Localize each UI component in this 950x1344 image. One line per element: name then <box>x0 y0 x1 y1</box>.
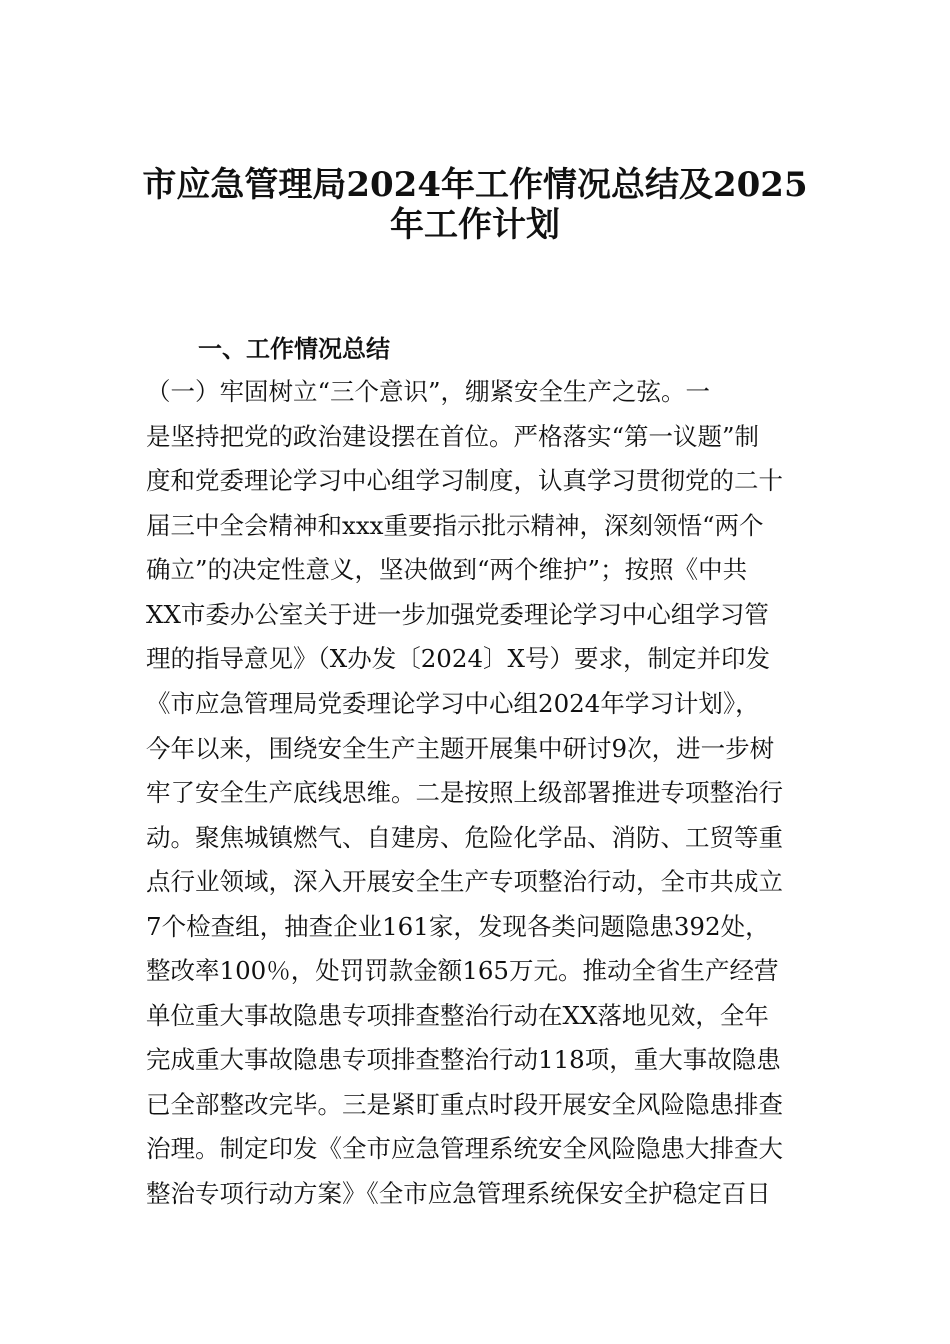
body-line: 治理。制定印发《全市应急管理系统安全风险隐患大排查大 <box>146 1134 783 1163</box>
body-line: 7个检查组，抽查企业161家，发现各类问题隐患392处， <box>146 912 770 941</box>
document-title-line-2: 年工作计划 <box>390 205 560 245</box>
body-line: 今年以来，围绕安全生产主题开展集中研讨9次，进一步树 <box>146 734 775 763</box>
body-line: 动。聚焦城镇燃气、自建房、危险化学品、消防、工贸等重 <box>146 823 783 852</box>
body-line: 已全部整改完毕。三是紧盯重点时段开展安全风险隐患排查 <box>146 1090 783 1119</box>
body-line: 点行业领域，深入开展安全生产专项整治行动，全市共成立 <box>146 867 783 896</box>
body-line: 完成重大事故隐患专项排查整治行动118项，重大事故隐患 <box>146 1045 781 1074</box>
body-line: 整治专项行动方案》《全市应急管理系统保安全护稳定百日 <box>146 1179 771 1208</box>
body-line: 是坚持把党的政治建设摆在首位。严格落实“第一议题”制 <box>146 422 760 451</box>
body-line: （一）牢固树立“三个意识”，绷紧安全生产之弦。一 <box>146 377 711 406</box>
body-line: 确立”的决定性意义，坚决做到“两个维护”；按照《中共 <box>146 555 748 584</box>
section-heading: 一、工作情况总结 <box>198 335 390 363</box>
body-line: 单位重大事故隐患专项排查整治行动在XX落地见效，全年 <box>146 1001 769 1030</box>
body-line: XX市委办公室关于进一步加强党委理论学习中心组学习管 <box>146 600 769 629</box>
document-title-line-1: 市应急管理局2024年工作情况总结及2025 <box>142 165 808 205</box>
body-line: 度和党委理论学习中心组学习制度，认真学习贯彻党的二十 <box>146 466 783 495</box>
body-line: 牢了安全生产底线思维。二是按照上级部署推进专项整治行 <box>146 778 783 807</box>
body-line: 理的指导意见》（X办发〔2024〕X号）要求，制定并印发 <box>146 644 770 673</box>
body-line: 整改率100％，处罚罚款金额165万元。推动全省生产经营 <box>146 956 779 985</box>
body-line: 《市应急管理局党委理论学习中心组2024年学习计划》， <box>146 689 760 718</box>
body-line: 届三中全会精神和xxx重要指示批示精神，深刻领悟“两个 <box>146 511 764 540</box>
